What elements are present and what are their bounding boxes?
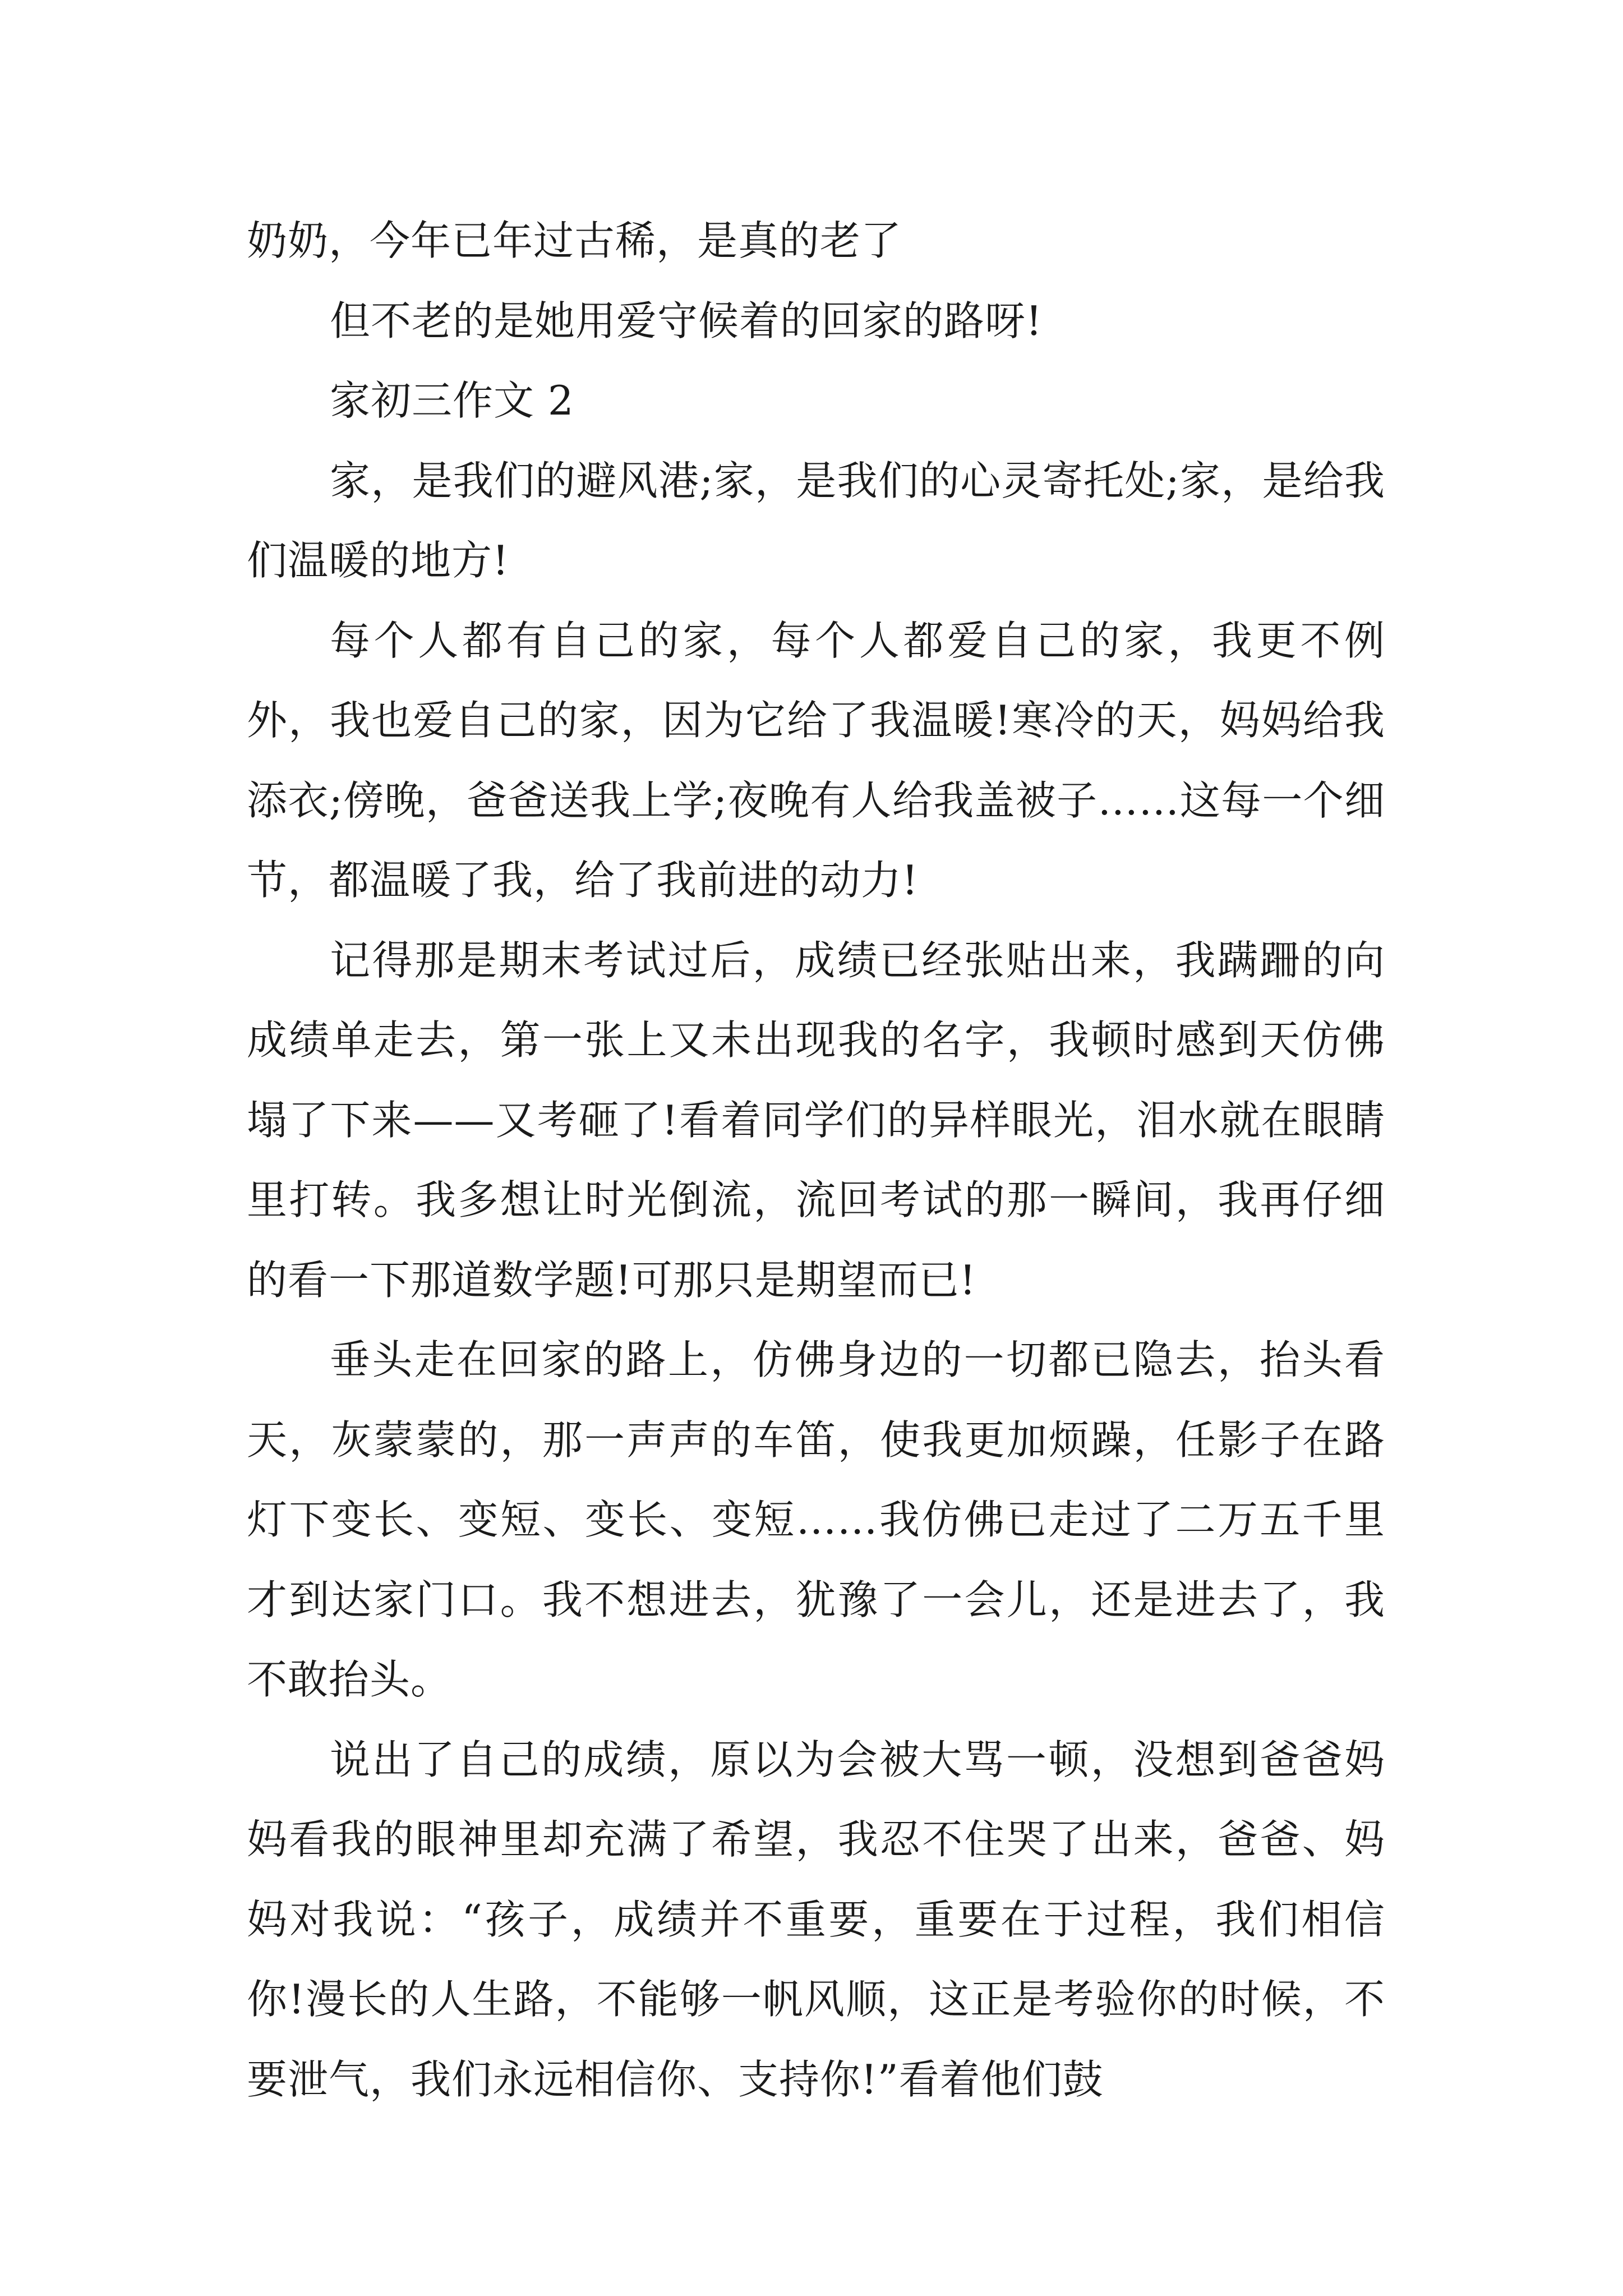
paragraph: 家，是我们的避风港;家，是我们的心灵寄托处;家，是给我们温暖的地方! [247,457,1385,584]
paragraph: 记得那是期末考试过后，成绩已经张贴出来，我蹒跚的向成绩单走去，第一张上又未出现我的名字，我顿时感到天仿佛塌了下来——又考砸了!看着同学们的异样眼光，泪水就在眼睛里打转。我多想让时光倒流，流回考试的那一瞬间，我再仔细的看一下那道数学题!可那只是期望而已! [247,936,1385,1304]
document-body [247,201,1385,2119]
paragraph: 奶奶，今年已年过古稀，是真的老了 [247,217,902,264]
paragraph: 说出了自己的成绩，原以为会被大骂一顿，没想到爸爸妈妈看我的眼神里却充满了希望，我忍不住哭了出来，爸爸、妈妈对我说：“孩子，成绩并不重要，重要在于过程，我们相信你!漫长的人生路，不能够一帆风顺，这正是考验你的时候，不要泄气，我们永远相信你、支持你!”看着他们鼓 [247,1736,1385,2103]
paragraph: 垂头走在回家的路上，仿佛身边的一切都已隐去，抬头看天，灰蒙蒙的，那一声声的车笛，使我更加烦躁，任影子在路灯下变长、变短、变长、变短……我仿佛已走过了二万五千里才到达家门口。我不想进去，犹豫了一会儿，还是进去了，我不敢抬头。 [247,1336,1385,1703]
section-heading: 家初三作文 2 [330,377,574,424]
paragraph: 每个人都有自己的家，每个人都爱自己的家，我更不例外，我也爱自己的家，因为它给了我温暖!寒冷的天，妈妈给我添衣;傍晚，爸爸送我上学;夜晚有人给我盖被子……这每一个细节，都温暖了我，给了我前进的动力! [247,616,1385,904]
paragraph: 但不老的是她用爱守候着的回家的路呀! [330,297,1043,344]
